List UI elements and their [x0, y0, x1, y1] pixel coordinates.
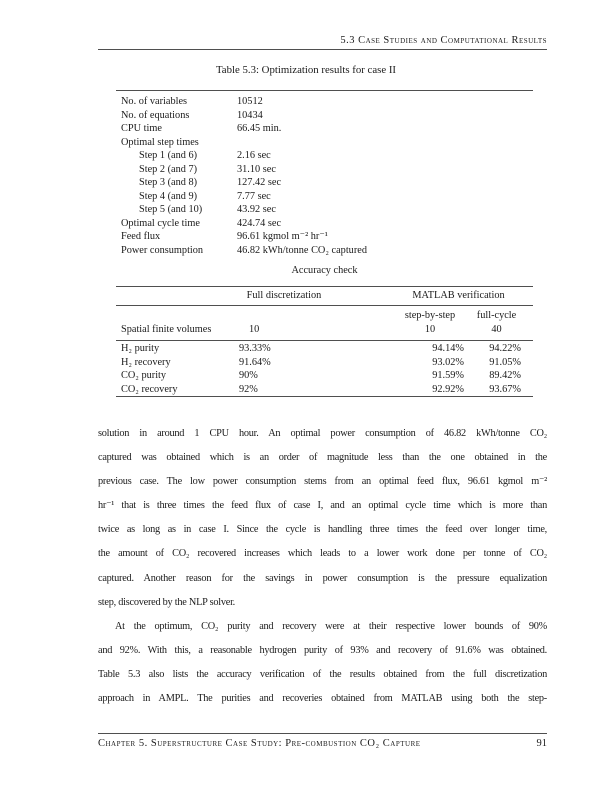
subcol-step-by-step: step-by-step: [404, 310, 456, 321]
row-value: 424.74 sec: [237, 217, 282, 229]
table-rule-top: [116, 90, 533, 91]
row-value: 96.61 kgmol m⁻² hr⁻¹: [237, 231, 328, 242]
paragraph-line: the amount of CO₂ recovered increases which leads to a lower work done per tonne of CO₂: [98, 548, 547, 560]
row-label: Optimal cycle time: [121, 217, 200, 229]
row-label: Step 4 (and 9): [139, 190, 198, 202]
row-value: 93.67%: [489, 383, 521, 395]
row-label: No. of variables: [121, 96, 188, 107]
accuracy-data-block: [116, 342, 533, 396]
row-label: CPU time: [121, 123, 162, 134]
row-label: CO₂ recovery: [121, 383, 178, 395]
row-value: [237, 136, 533, 150]
row-value: 93.33%: [239, 343, 271, 354]
row-value: 7.77 sec: [237, 190, 271, 202]
paragraph-line: captured. Another reason for the savings in power consumption is the pressure equalization: [98, 572, 547, 584]
row-value: 94.22%: [489, 343, 521, 354]
row-label: Spatial finite volumes: [121, 323, 212, 335]
row-value: 10434: [237, 109, 263, 121]
table-row: [116, 190, 533, 204]
row-label: Power consumption: [121, 244, 204, 256]
accuracy-row: [116, 383, 533, 397]
row-label: Step 1 (and 6): [139, 150, 198, 161]
table-row: [116, 149, 533, 163]
page-header: [98, 34, 547, 50]
paragraph-line: hr⁻¹ that is three times the feed flux of case I, and an optimal cycle time which is more than: [98, 500, 547, 512]
accuracy-volumes-row: [116, 323, 533, 337]
table-row: [116, 136, 533, 150]
col-header-full-discretization: Full discretization: [246, 290, 322, 301]
table-row: [116, 217, 533, 231]
results-table: [116, 90, 533, 397]
accuracy-title: Accuracy check: [291, 265, 358, 276]
paragraph-line: twice as long as in case I. Since the cycle is handling three times the feed over longer time,: [98, 524, 547, 536]
row-label: Optimal step times: [121, 136, 199, 148]
accuracy-row: [116, 356, 533, 370]
paragraph-line: step, discovered by the NLP solver.: [98, 596, 235, 608]
row-value: 92%: [239, 383, 258, 395]
row-value: 91.64%: [239, 356, 271, 368]
table-row: [116, 95, 533, 109]
row-value: 91.59%: [432, 370, 464, 381]
running-header: 5.3 Case Studies and Computational Results: [340, 35, 547, 46]
row-value: 89.42%: [489, 370, 521, 381]
row-label: CO₂ purity: [121, 370, 167, 381]
row-value: 10: [249, 323, 260, 335]
paragraph-line: At the optimum, CO₂ purity and recovery were at their respective lower bounds of 90%: [115, 620, 547, 632]
table-caption: Table 5.3: Optimization results for case II: [215, 64, 397, 76]
paragraph-line: approach in AMPL. The purities and recoveries obtained from MATLAB using both the step-: [98, 693, 547, 705]
row-label: Feed flux: [121, 231, 161, 242]
row-value: 10512: [237, 96, 263, 107]
col-header-matlab-verification: MATLAB verification: [412, 290, 505, 301]
table-row: [116, 176, 533, 190]
body-text: [98, 422, 547, 711]
row-value: 91.05%: [489, 356, 521, 368]
footer-chapter-text: Chapter 5. Superstructure Case Study: Pre-combustion CO₂ Capture: [98, 738, 421, 749]
row-label: H₂ purity: [121, 343, 160, 354]
subcol-full-cycle: full-cycle: [476, 310, 517, 321]
accuracy-header-row: [116, 287, 533, 305]
row-label: Step 3 (and 8): [139, 177, 198, 188]
row-label: Step 2 (and 7): [139, 163, 198, 175]
table-row: [116, 122, 533, 136]
row-value: 94.14%: [432, 343, 464, 354]
paragraph-line: and 92%. With this, a reasonable hydrogen purity of 93% and recovery of 91.6% was obtained.: [98, 644, 547, 656]
row-label: No. of equations: [121, 109, 190, 121]
table-row: [116, 203, 533, 217]
row-label: Step 5 (and 10): [139, 204, 203, 215]
row-label: H₂ recovery: [121, 356, 171, 368]
row-value: 10: [424, 323, 436, 335]
row-value: 92.92%: [432, 383, 464, 395]
table-rule: [116, 340, 533, 341]
accuracy-row: [116, 342, 533, 356]
row-value: 43.92 sec: [237, 204, 276, 215]
row-value: 127.42 sec: [237, 177, 282, 188]
table-row: [116, 109, 533, 123]
page-footer: [98, 733, 547, 750]
paragraph-line: previous case. The low power consumption stems from an optimal feed flux, 96.61 kgmol m⁻²: [98, 476, 547, 488]
table-rule-bottom: [116, 396, 533, 397]
accuracy-subheader-row: [116, 309, 533, 323]
paragraph-line: solution in around 1 CPU hour. An optimal power consumption of 46.82 kWh/tonne CO₂: [98, 428, 547, 439]
row-value: 93.02%: [432, 356, 464, 368]
row-value: 2.16 sec: [237, 150, 271, 161]
accuracy-row: [116, 369, 533, 383]
table-row: [116, 230, 533, 244]
row-value: 46.82 kWh/tonne CO₂ captured: [237, 244, 367, 256]
row-value: 66.45 min.: [237, 123, 282, 134]
row-value: 90%: [239, 370, 258, 381]
table-row: [116, 244, 533, 258]
page-number: 91: [536, 738, 547, 749]
table-rule: [116, 305, 533, 306]
row-value: 31.10 sec: [237, 163, 276, 175]
paragraph-line: captured was obtained which is an order of magnitude less than the one obtained in the: [98, 452, 547, 464]
table-row: [116, 163, 533, 177]
paragraph-line: Table 5.3 also lists the accuracy verification of the results obtained from the full discretization: [98, 668, 547, 680]
row-value: 40: [491, 323, 502, 335]
results-block: [116, 95, 533, 257]
